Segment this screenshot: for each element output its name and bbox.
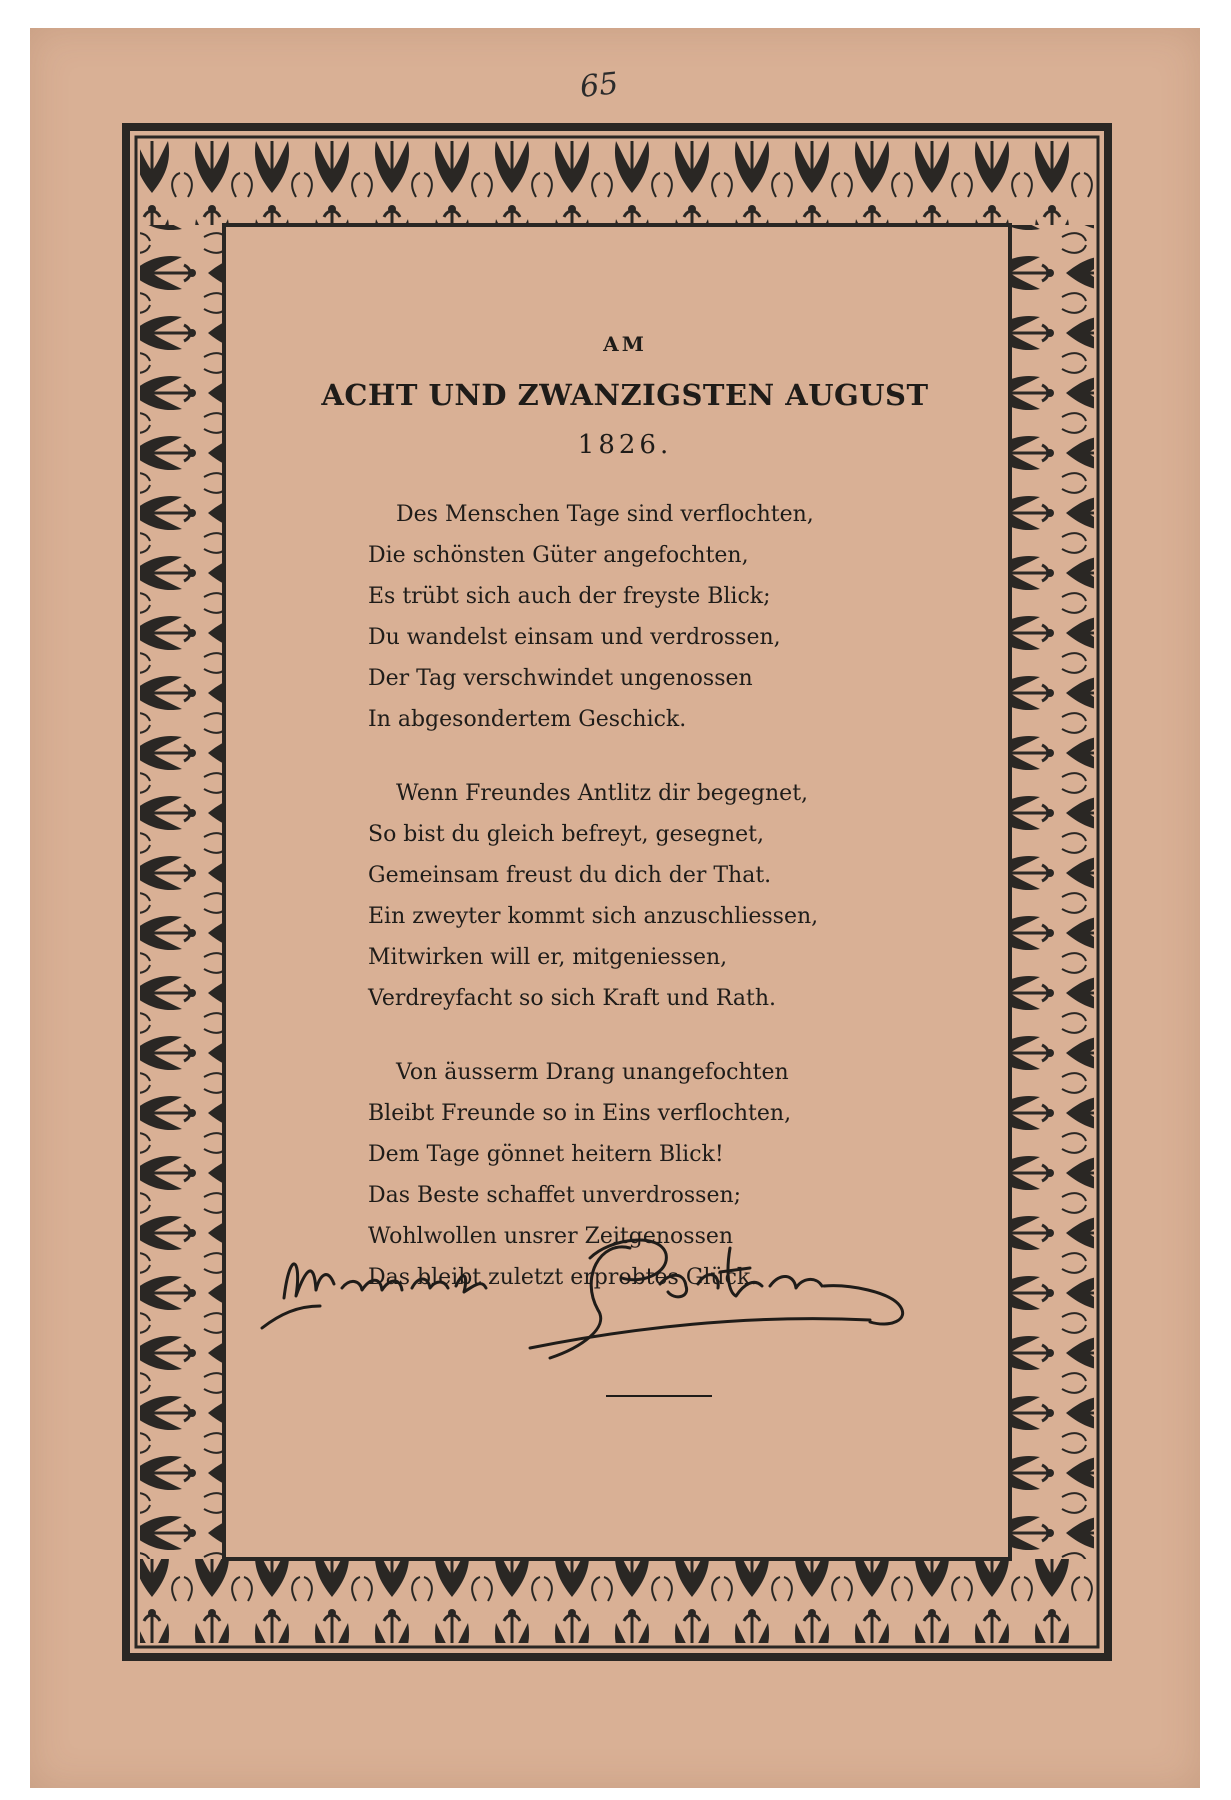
poem-line: Von äusserm Drang unangefochten <box>396 1060 789 1085</box>
poem-line: Wohlwollen unsrer Zeitgenossen <box>368 1224 734 1249</box>
handwritten-signature <box>250 1188 1030 1378</box>
heading-title: ACHT UND ZWANZIGSTEN AUGUST <box>321 378 929 412</box>
poem-line: Bleibt Freunde so in Eins verflochten, <box>368 1101 792 1126</box>
stanza-2 <box>368 773 970 1019</box>
poem-line: Ein zweyter kommt sich anzuschliessen, <box>368 904 819 929</box>
poem-line: Des Menschen Tage sind verflochten, <box>396 502 814 527</box>
poem-line: Dem Tage gönnet heitern Blick! <box>368 1142 724 1167</box>
page-number: 65 <box>578 66 620 105</box>
poem-line: Gemeinsam freust du dich der That. <box>368 863 772 888</box>
poem-line: Wenn Freundes Antlitz dir begegnet, <box>396 781 809 806</box>
heading-am: AM <box>603 332 647 356</box>
poem-line: Du wandelst einsam und verdrossen, <box>368 625 781 650</box>
poem-line: In abgesondertem Geschick. <box>368 707 687 732</box>
poem-line: Das bleibt zuletzt erprobtes Glück. <box>368 1265 758 1290</box>
poem-line: Das Beste schaffet unverdrossen; <box>368 1183 742 1208</box>
paper-sheet <box>30 28 1200 1788</box>
poem-line: So bist du gleich befreyt, gesegnet, <box>368 822 765 847</box>
poem-content <box>270 268 970 1328</box>
poem-line: Der Tag verschwindet ungenossen <box>368 666 753 691</box>
poem-line: Es trübt sich auch der freyste Blick; <box>368 584 771 609</box>
poem-line: Verdreyfacht so sich Kraft und Rath. <box>368 986 777 1011</box>
poem-body <box>368 494 970 1298</box>
divider-rule <box>606 1395 712 1397</box>
heading-year: 1826. <box>577 430 673 460</box>
poem-line: Mitwirken will er, mitgeniessen, <box>368 945 728 970</box>
stanza-1 <box>368 494 970 740</box>
poem-line: Die schönsten Güter angefochten, <box>368 543 749 568</box>
